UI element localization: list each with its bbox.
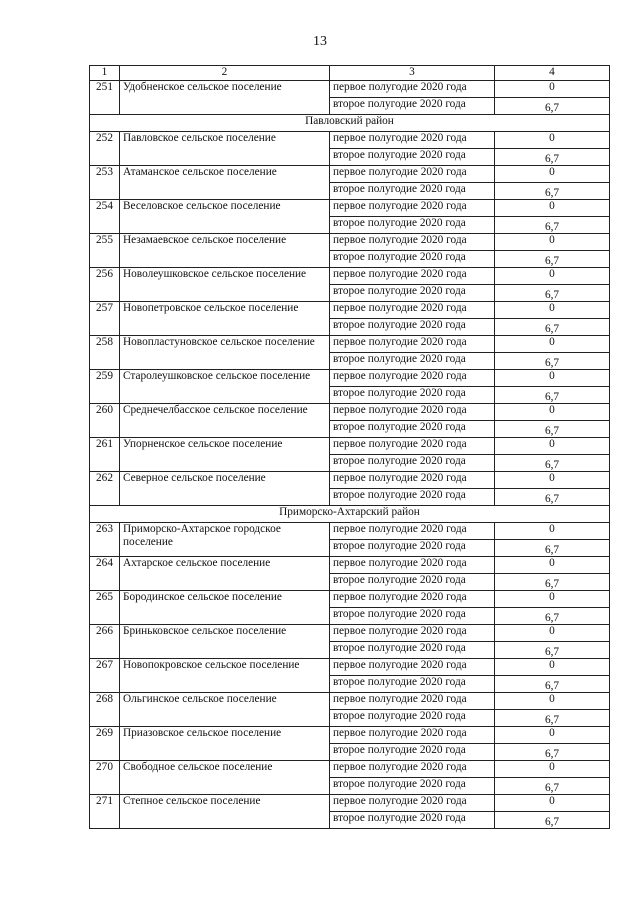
value-cell: 6,7 [495, 489, 610, 506]
value-cell: 6,7 [495, 710, 610, 727]
settlement-name: Старолеушковское сельское поселение [120, 370, 330, 404]
period-cell: второе полугодие 2020 года [330, 251, 495, 268]
settlement-name: Новолеушковское сельское поселение [120, 268, 330, 302]
value-cell: 6,7 [495, 319, 610, 336]
row-number: 258 [90, 336, 120, 370]
period-cell: второе полугодие 2020 года [330, 455, 495, 472]
value-cell: 6,7 [495, 353, 610, 370]
value-cell: 0 [495, 132, 610, 149]
value-cell: 0 [495, 659, 610, 676]
row-number: 265 [90, 591, 120, 625]
value-cell: 0 [495, 591, 610, 608]
settlement-name: Упорненское сельское поселение [120, 438, 330, 472]
settlement-name: Приморско-Ахтарское городское поселение [120, 523, 330, 557]
settlement-name: Атаманское сельское поселение [120, 166, 330, 200]
header-cell: 1 [90, 66, 120, 81]
value-cell: 6,7 [495, 455, 610, 472]
value-cell: 6,7 [495, 387, 610, 404]
row-number: 268 [90, 693, 120, 727]
period-cell: первое полугодие 2020 года [330, 693, 495, 710]
row-number: 254 [90, 200, 120, 234]
period-cell: первое полугодие 2020 года [330, 234, 495, 251]
header-cell: 4 [495, 66, 610, 81]
value-cell: 6,7 [495, 149, 610, 166]
row-number: 251 [90, 81, 120, 115]
region-title: Павловский район [90, 115, 610, 132]
period-cell: первое полугодие 2020 года [330, 132, 495, 149]
value-cell: 6,7 [495, 421, 610, 438]
settlement-name: Северное сельское поселение [120, 472, 330, 506]
table-row [90, 659, 610, 676]
period-cell: первое полугодие 2020 года [330, 472, 495, 489]
row-number: 256 [90, 268, 120, 302]
table-row [90, 166, 610, 183]
period-cell: первое полугодие 2020 года [330, 625, 495, 642]
region-title: Приморско-Ахтарский район [90, 506, 610, 523]
period-cell: второе полугодие 2020 года [330, 183, 495, 200]
value-cell: 6,7 [495, 540, 610, 557]
period-cell: второе полугодие 2020 года [330, 387, 495, 404]
period-cell: первое полугодие 2020 года [330, 166, 495, 183]
period-cell: второе полугодие 2020 года [330, 98, 495, 115]
row-number: 253 [90, 166, 120, 200]
row-number: 267 [90, 659, 120, 693]
period-cell: второе полугодие 2020 года [330, 642, 495, 659]
period-cell: первое полугодие 2020 года [330, 761, 495, 778]
value-cell: 6,7 [495, 642, 610, 659]
value-cell: 0 [495, 438, 610, 455]
table-row [90, 591, 610, 608]
period-cell: первое полугодие 2020 года [330, 404, 495, 421]
period-cell: второе полугодие 2020 года [330, 421, 495, 438]
row-number: 261 [90, 438, 120, 472]
settlement-name: Среднечелбасское сельское поселение [120, 404, 330, 438]
table-row [90, 693, 610, 710]
value-cell: 0 [495, 234, 610, 251]
table-row [90, 234, 610, 251]
table-header-row [90, 66, 610, 81]
value-cell: 0 [495, 166, 610, 183]
value-cell: 6,7 [495, 183, 610, 200]
value-cell: 0 [495, 625, 610, 642]
settlement-name: Незамаевское сельское поселение [120, 234, 330, 268]
page-number: 13 [313, 34, 327, 49]
settlement-name: Ольгинское сельское поселение [120, 693, 330, 727]
value-cell: 0 [495, 795, 610, 812]
settlement-name: Свободное сельское поселение [120, 761, 330, 795]
period-cell: первое полугодие 2020 года [330, 336, 495, 353]
table-row [90, 370, 610, 387]
table-row [90, 132, 610, 149]
period-cell: первое полугодие 2020 года [330, 200, 495, 217]
period-cell: второе полугодие 2020 года [330, 489, 495, 506]
row-number: 259 [90, 370, 120, 404]
value-cell: 6,7 [495, 608, 610, 625]
value-cell: 0 [495, 336, 610, 353]
value-cell: 0 [495, 523, 610, 540]
period-cell: первое полугодие 2020 года [330, 438, 495, 455]
period-cell: первое полугодие 2020 года [330, 795, 495, 812]
value-cell: 0 [495, 370, 610, 387]
settlement-name: Новопокровское сельское поселение [120, 659, 330, 693]
row-number: 252 [90, 132, 120, 166]
header-cell: 3 [330, 66, 495, 81]
settlement-name: Веселовское сельское поселение [120, 200, 330, 234]
row-number: 257 [90, 302, 120, 336]
value-cell: 0 [495, 200, 610, 217]
value-cell: 0 [495, 302, 610, 319]
settlement-name: Удобненское сельское поселение [120, 81, 330, 115]
data-table [89, 65, 610, 829]
table-row [90, 302, 610, 319]
settlement-name: Степное сельское поселение [120, 795, 330, 829]
value-cell: 0 [495, 693, 610, 710]
value-cell: 0 [495, 727, 610, 744]
settlement-name: Приазовское сельское поселение [120, 727, 330, 761]
period-cell: первое полугодие 2020 года [330, 81, 495, 98]
table-row [90, 200, 610, 217]
settlement-name: Ахтарское сельское поселение [120, 557, 330, 591]
value-cell: 6,7 [495, 744, 610, 761]
period-cell: второе полугодие 2020 года [330, 353, 495, 370]
settlement-name: Бородинское сельское поселение [120, 591, 330, 625]
period-cell: второе полугодие 2020 года [330, 744, 495, 761]
value-cell: 0 [495, 761, 610, 778]
table-row [90, 523, 610, 540]
row-number: 260 [90, 404, 120, 438]
row-number: 270 [90, 761, 120, 795]
period-cell: второе полугодие 2020 года [330, 812, 495, 829]
period-cell: второе полугодие 2020 года [330, 285, 495, 302]
value-cell: 0 [495, 472, 610, 489]
period-cell: второе полугодие 2020 года [330, 676, 495, 693]
row-number: 262 [90, 472, 120, 506]
value-cell: 0 [495, 404, 610, 421]
table-row [90, 472, 610, 489]
value-cell: 6,7 [495, 251, 610, 268]
row-number: 263 [90, 523, 120, 557]
row-number: 269 [90, 727, 120, 761]
table-row [90, 268, 610, 285]
period-cell: первое полугодие 2020 года [330, 659, 495, 676]
period-cell: первое полугодие 2020 года [330, 370, 495, 387]
table-row [90, 727, 610, 744]
settlement-name: Бриньковское сельское поселение [120, 625, 330, 659]
value-cell: 6,7 [495, 98, 610, 115]
period-cell: второе полугодие 2020 года [330, 608, 495, 625]
row-number: 255 [90, 234, 120, 268]
value-cell: 6,7 [495, 217, 610, 234]
period-cell: первое полугодие 2020 года [330, 302, 495, 319]
settlement-name: Павловское сельское поселение [120, 132, 330, 166]
value-cell: 6,7 [495, 285, 610, 302]
settlement-name: Новопластуновское сельское поселение [120, 336, 330, 370]
period-cell: первое полугодие 2020 года [330, 557, 495, 574]
period-cell: первое полугодие 2020 года [330, 523, 495, 540]
period-cell: второе полугодие 2020 года [330, 540, 495, 557]
period-cell: первое полугодие 2020 года [330, 591, 495, 608]
period-cell: второе полугодие 2020 года [330, 319, 495, 336]
value-cell: 0 [495, 81, 610, 98]
table-row [90, 625, 610, 642]
period-cell: второе полугодие 2020 года [330, 217, 495, 234]
table-row [90, 336, 610, 353]
value-cell: 6,7 [495, 574, 610, 591]
period-cell: второе полугодие 2020 года [330, 149, 495, 166]
table-row [90, 81, 610, 98]
period-cell: второе полугодие 2020 года [330, 778, 495, 795]
period-cell: второе полугодие 2020 года [330, 710, 495, 727]
value-cell: 0 [495, 557, 610, 574]
table-row [90, 438, 610, 455]
period-cell: первое полугодие 2020 года [330, 727, 495, 744]
value-cell: 6,7 [495, 812, 610, 829]
header-cell: 2 [120, 66, 330, 81]
row-number: 271 [90, 795, 120, 829]
table-row [90, 795, 610, 812]
row-number: 264 [90, 557, 120, 591]
region-row [90, 115, 610, 132]
value-cell: 6,7 [495, 778, 610, 795]
table-row [90, 761, 610, 778]
table-row [90, 557, 610, 574]
table-row [90, 404, 610, 421]
settlement-name: Новопетровское сельское поселение [120, 302, 330, 336]
value-cell: 0 [495, 268, 610, 285]
region-row [90, 506, 610, 523]
row-number: 266 [90, 625, 120, 659]
period-cell: первое полугодие 2020 года [330, 268, 495, 285]
value-cell: 6,7 [495, 676, 610, 693]
period-cell: второе полугодие 2020 года [330, 574, 495, 591]
